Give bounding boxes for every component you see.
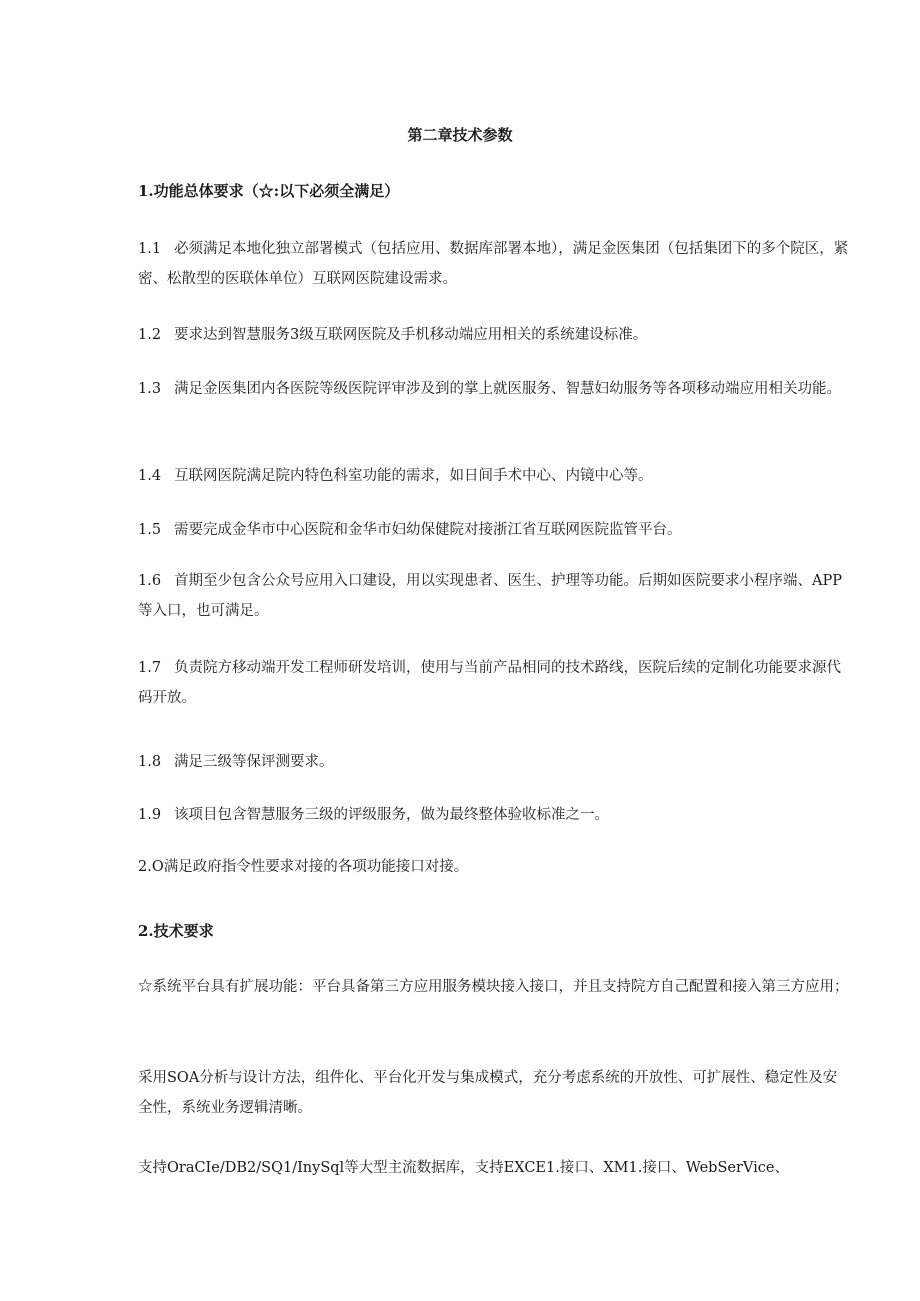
section-heading-technical-requirements: 2.技术要求 — [138, 922, 214, 940]
requirement-number: 1.7 — [138, 660, 162, 676]
requirement-text: 负责院方移动端开发工程师研发培训，使用与当前产品相同的技术路线，医院后续的定制化功能要求源代码开放。 — [138, 660, 841, 706]
requirement-text: 互联网医院满足院内特色科室功能的需求，如日间手术中心、内镜中心等。 — [174, 468, 653, 484]
requirement-item — [138, 320, 850, 350]
requirement-number: 1.9 — [138, 807, 162, 823]
requirement-number: 1.2 — [138, 327, 162, 343]
requirement-item — [138, 515, 850, 545]
requirement-item — [138, 566, 850, 626]
requirement-item — [138, 800, 850, 830]
technical-paragraph: ☆系统平台具有扩展功能：平台具备第三方应用服务模块接入接口，并且支持院方自己配置和接入第三方应用； — [138, 979, 849, 995]
requirement-text: 要求达到智慧服务3级互联网医院及手机移动端应用相关的系统建设标准。 — [174, 327, 648, 343]
requirement-text: 满足金医集团内各医院等级医院评审涉及到的掌上就医服务、智慧妇幼服务等各项移动端应用相关功能。 — [174, 381, 841, 397]
requirement-item — [138, 747, 850, 777]
requirement-number: 1.4 — [138, 468, 162, 484]
requirement-text: 该项目包含智慧服务三级的评级服务，做为最终整体验收标准之一。 — [174, 807, 609, 823]
requirement-text: 需要完成金华市中心医院和金华市妇幼保健院对接浙江省互联网医院监管平台。 — [174, 522, 682, 538]
requirement-item-2-0: 2.O满足政府指令性要求对接的各项功能接口对接。 — [138, 859, 469, 875]
requirement-item — [138, 461, 850, 491]
requirement-item — [138, 374, 850, 404]
requirement-number: 1.6 — [138, 573, 162, 589]
requirement-number: 1.1 — [138, 241, 162, 257]
requirement-item — [138, 653, 850, 713]
technical-paragraph: 支持OraCIe/DB2/SQ1/InySql等大型主流数据库，支持EXCE1.接口、XM1.接口、WebSerVice、 — [138, 1160, 789, 1176]
technical-paragraph: 采用SOA分析与设计方法，组件化、平台化开发与集成模式，充分考虑系统的开放性、可扩展性、稳定性及安全性，系统业务逻辑清晰。 — [138, 1070, 838, 1116]
section-heading-functional-requirements: 1.功能总体要求（☆:以下必须全满足） — [138, 182, 400, 200]
requirement-number: 1.3 — [138, 381, 162, 397]
requirement-number: 1.5 — [138, 522, 162, 538]
requirement-text: 满足三级等保评测要求。 — [174, 754, 334, 770]
requirement-number: 1.8 — [138, 754, 162, 770]
requirement-text: 必须满足本地化独立部署模式（包括应用、数据库部署本地），满足金医集团（包括集团下的多个院区，紧密、松散型的医联体单位）互联网医院建设需求。 — [138, 241, 849, 287]
requirement-text: 首期至少包含公众号应用入口建设，用以实现患者、医生、护理等功能。后期如医院要求小程序端、APP等入口，也可满足。 — [138, 573, 842, 619]
requirement-item — [138, 234, 850, 294]
chapter-title: 第二章技术参数 — [407, 126, 513, 144]
